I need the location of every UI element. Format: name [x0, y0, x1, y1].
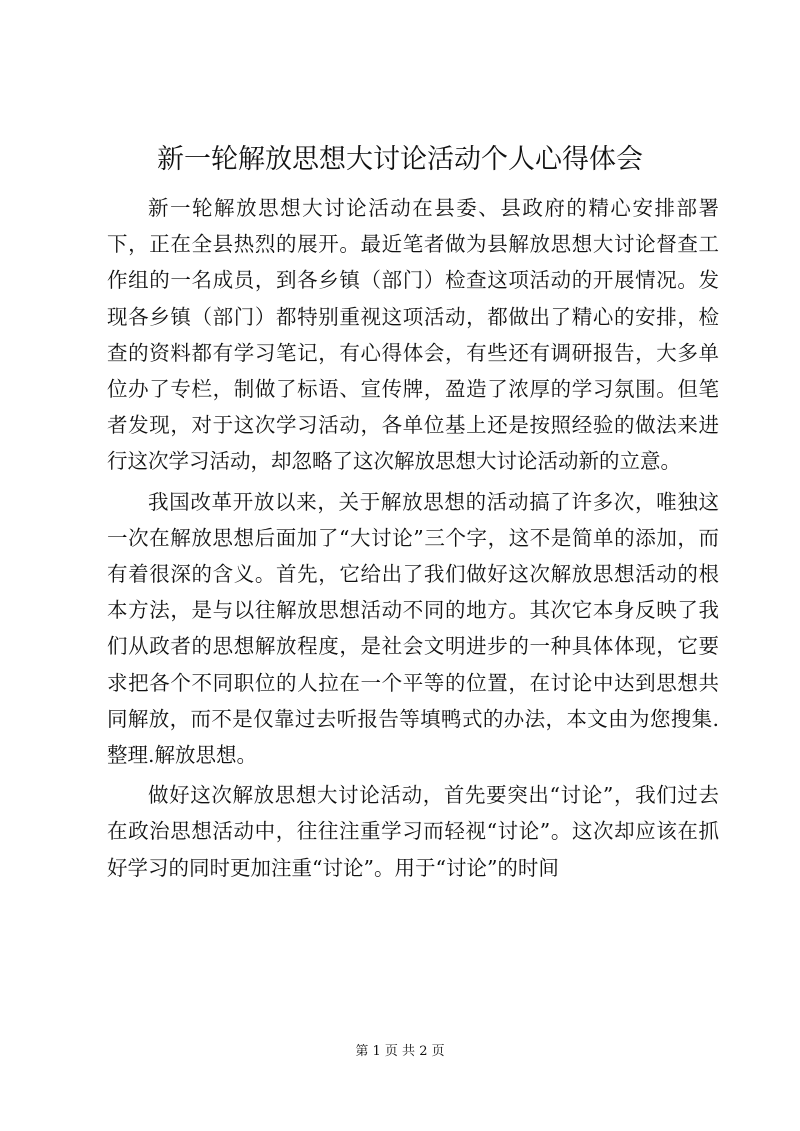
- paragraph: 新一轮解放思想大讨论活动在县委、县政府的精心安排部署下，正在全县热烈的展开。最近笔者做为县解放思想大讨论督查工作组的一名成员，到各乡镇（部门）检查这项活动的开展情况。发现各乡镇（部门）都特别重视这项活动，都做出了精心的安排，检查的资料都有学习笔记，有心得体会，有些还有调研报告，大多单位办了专栏，制做了标语、宣传牌，盈造了浓厚的学习氛围。但笔者发现，对于这次学习活动，各单位基上还是按照经验的做法来进行这次学习活动，却忽略了这次解放思想大讨论活动新的立意。: [107, 196, 719, 474]
- paragraph: 我国改革开放以来，关于解放思想的活动搞了许多次，唯独这一次在解放思想后面加了“大讨论”三个字，这不是简单的添加，而有着很深的含义。首先，它给出了我们做好这次解放思想活动的根本方法，是与以往解放思想活动不同的地方。其次它本身反映了我们从政者的思想解放程度，是社会文明进步的一种具体体现，它要求把各个不同职位的人拉在一个平等的位置，在讨论中达到思想共同解放，而不是仅靠过去听报告等填鸭式的办法，本文由为您搜集.整理.解放思想。: [107, 489, 719, 768]
- page-number-footer: 第 1 页 共 2 页: [355, 1044, 445, 1059]
- paragraph: 做好这次解放思想大讨论活动，首先要突出“讨论”，我们过去在政治思想活动中，往往注重学习而轻视“讨论”。这次却应该在抓好学习的同时更加注重“讨论”。用于“讨论”的时间: [107, 783, 719, 880]
- document-body: [107, 190, 719, 890]
- document-title: 新一轮解放思想大讨论活动个人心得体会: [157, 144, 643, 175]
